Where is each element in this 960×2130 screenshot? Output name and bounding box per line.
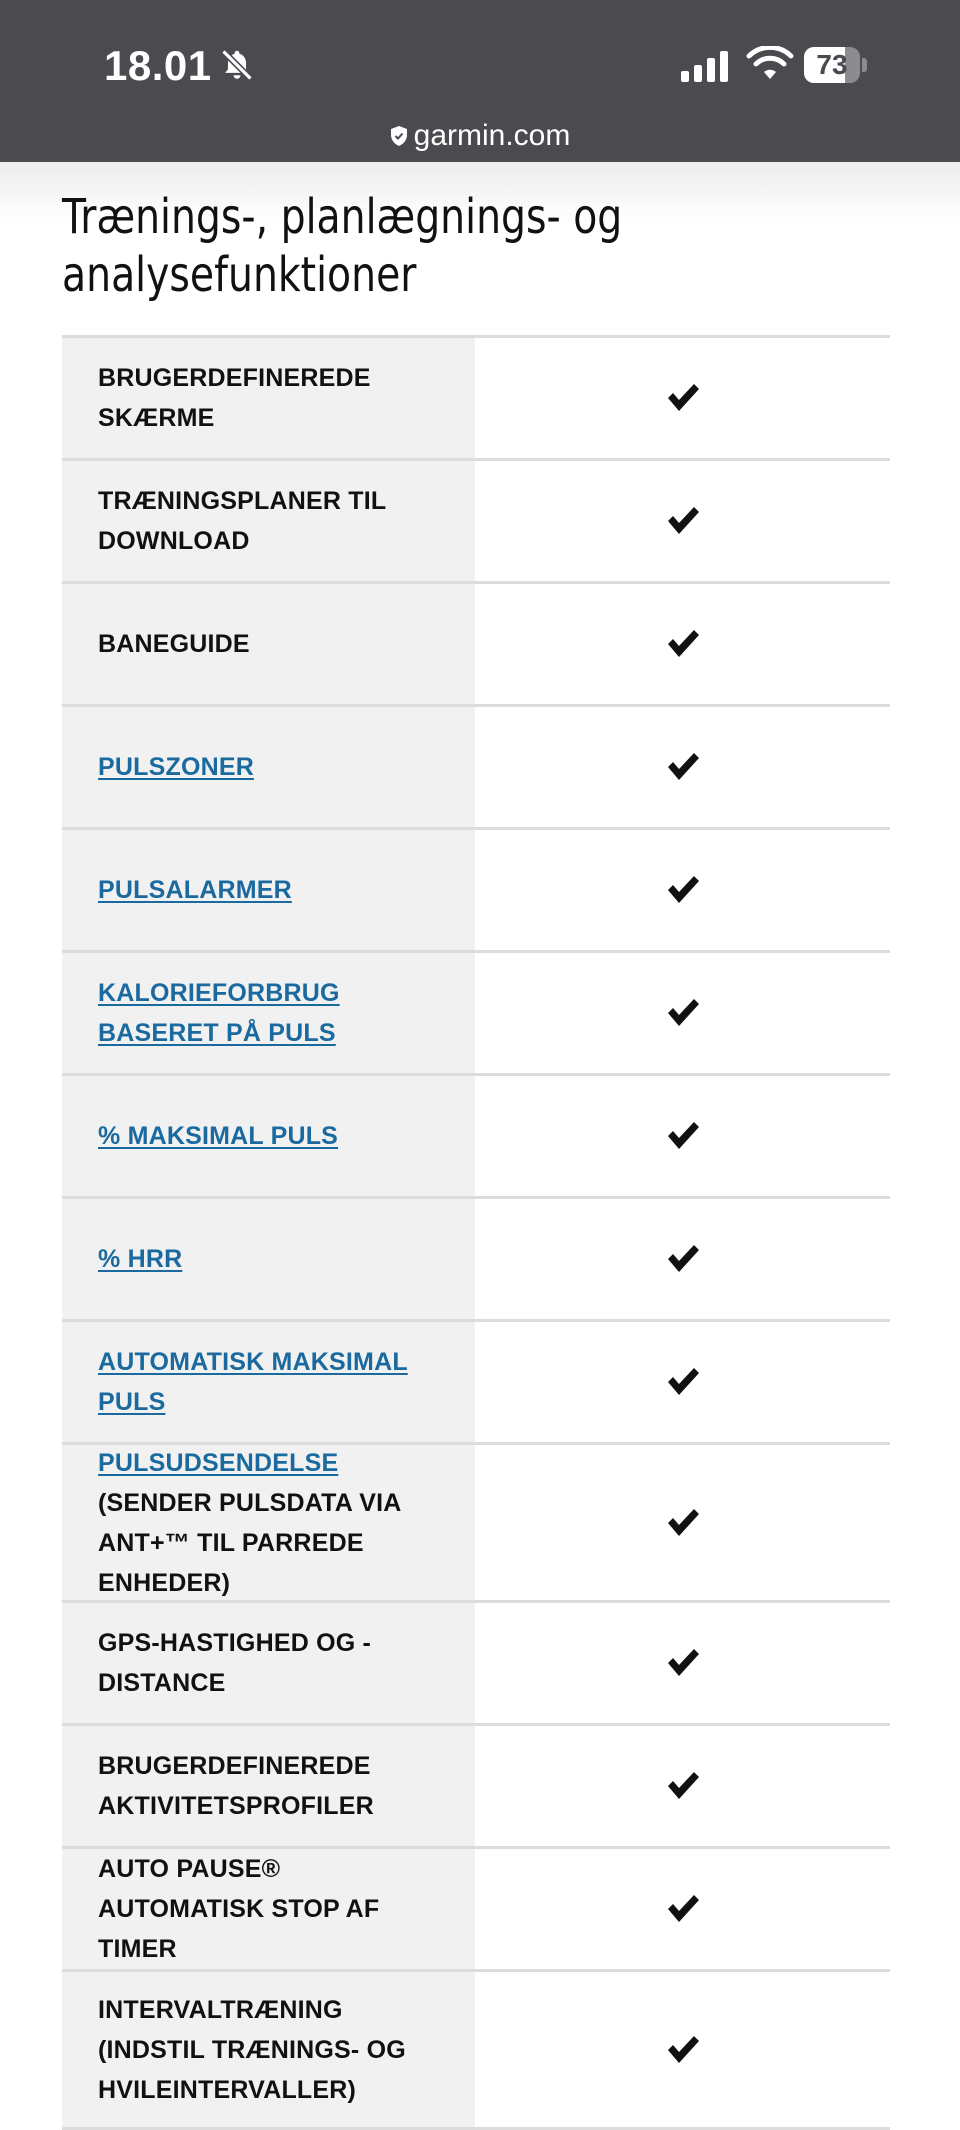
feature-name-cell bbox=[62, 1726, 475, 1846]
feature-label bbox=[98, 1239, 182, 1279]
checkmark-icon bbox=[666, 1367, 700, 1397]
feature-value-cell bbox=[475, 1972, 890, 2127]
table-row bbox=[62, 1199, 890, 1322]
feature-name-cell bbox=[62, 1849, 475, 1969]
feature-value-cell bbox=[475, 1603, 890, 1723]
feature-text: AUTO PAUSE® AUTOMATISK STOP AF TIMER bbox=[98, 1855, 380, 1963]
feature-link[interactable]: % MAKSIMAL PULS bbox=[98, 1122, 339, 1150]
table-row bbox=[62, 1322, 890, 1445]
feature-label bbox=[98, 481, 445, 561]
table-row bbox=[62, 584, 890, 707]
feature-label bbox=[98, 1990, 445, 2110]
table-row bbox=[62, 1972, 890, 2130]
checkmark-icon bbox=[666, 1121, 700, 1151]
feature-label bbox=[98, 624, 250, 664]
feature-value-cell bbox=[475, 707, 890, 827]
table-row bbox=[62, 1445, 890, 1603]
table-row bbox=[62, 1726, 890, 1849]
status-time: 18.01 bbox=[104, 42, 212, 89]
cellular-signal-icon bbox=[680, 50, 730, 82]
table-row bbox=[62, 830, 890, 953]
checkmark-icon bbox=[666, 383, 700, 413]
feature-name-cell bbox=[62, 1445, 475, 1600]
battery-label: 73 bbox=[816, 49, 848, 80]
feature-label bbox=[98, 973, 445, 1053]
feature-link[interactable]: PULSUDSENDELSE bbox=[98, 1448, 339, 1477]
section-title-line-2: analysefunktioner bbox=[62, 247, 417, 303]
wifi-icon bbox=[746, 46, 794, 82]
bell-slash-icon bbox=[218, 46, 256, 84]
feature-label bbox=[98, 1116, 338, 1156]
checkmark-icon bbox=[666, 875, 700, 905]
table-row bbox=[62, 1603, 890, 1726]
feature-value-cell bbox=[475, 953, 890, 1073]
feature-value-cell bbox=[475, 461, 890, 581]
feature-value-cell bbox=[475, 584, 890, 704]
feature-text: TRÆNINGSPLANER TIL DOWNLOAD bbox=[98, 487, 386, 555]
checkmark-icon bbox=[666, 998, 700, 1028]
feature-name-cell bbox=[62, 584, 475, 704]
feature-name-cell bbox=[62, 953, 475, 1073]
feature-value-cell bbox=[475, 1726, 890, 1846]
checkmark-icon bbox=[666, 1508, 700, 1538]
address-url: garmin.com bbox=[413, 119, 571, 152]
table-row bbox=[62, 707, 890, 830]
feature-value-cell bbox=[475, 1445, 890, 1600]
feature-label bbox=[98, 747, 254, 787]
feature-name-cell bbox=[62, 1603, 475, 1723]
feature-text: BANEGUIDE bbox=[98, 630, 250, 658]
address-bar[interactable] bbox=[0, 116, 960, 156]
feature-label bbox=[98, 1849, 445, 1969]
feature-label bbox=[98, 1443, 445, 1603]
checkmark-icon bbox=[666, 1244, 700, 1274]
feature-value-cell bbox=[475, 830, 890, 950]
table-row bbox=[62, 1849, 890, 1972]
section-title-line-1: Trænings-, planlægnings- og bbox=[62, 189, 623, 245]
feature-name-cell bbox=[62, 1076, 475, 1196]
checkmark-icon bbox=[666, 1771, 700, 1801]
feature-link[interactable]: PULSALARMER bbox=[98, 876, 292, 904]
feature-label bbox=[98, 1746, 445, 1826]
shield-lock-icon bbox=[390, 125, 408, 147]
status-bar bbox=[0, 0, 960, 162]
feature-table bbox=[62, 335, 890, 2130]
feature-link[interactable]: % HRR bbox=[98, 1245, 183, 1273]
feature-value-cell bbox=[475, 1076, 890, 1196]
feature-name-cell bbox=[62, 461, 475, 581]
feature-name-cell bbox=[62, 830, 475, 950]
feature-text: BRUGERDEFINEREDE SKÆRME bbox=[98, 364, 371, 432]
feature-name-cell bbox=[62, 1322, 475, 1442]
feature-name-cell bbox=[62, 707, 475, 827]
feature-name-cell bbox=[62, 1972, 475, 2127]
feature-name-cell bbox=[62, 338, 475, 458]
table-row bbox=[62, 338, 890, 461]
feature-value-cell bbox=[475, 338, 890, 458]
feature-value-cell bbox=[475, 1322, 890, 1442]
feature-link[interactable]: AUTOMATISK MAKSIMAL PULS bbox=[98, 1348, 408, 1416]
feature-value-cell bbox=[475, 1849, 890, 1969]
checkmark-icon bbox=[666, 1648, 700, 1678]
feature-text: GPS-HASTIGHED OG -DISTANCE bbox=[98, 1629, 372, 1697]
checkmark-icon bbox=[666, 752, 700, 782]
table-row bbox=[62, 953, 890, 1076]
checkmark-icon bbox=[666, 1894, 700, 1924]
feature-link[interactable]: KALORIEFORBRUG BASERET PÅ PULS bbox=[98, 979, 340, 1047]
feature-link[interactable]: PULSZONER bbox=[98, 753, 254, 781]
table-row bbox=[62, 1076, 890, 1199]
feature-label bbox=[98, 1623, 445, 1703]
section-title bbox=[62, 188, 734, 304]
battery-icon bbox=[804, 47, 868, 83]
feature-text: BRUGERDEFINEREDE AKTIVITETSPROFILER bbox=[98, 1752, 374, 1820]
feature-value-cell bbox=[475, 1199, 890, 1319]
feature-name-cell bbox=[62, 1199, 475, 1319]
checkmark-icon bbox=[666, 506, 700, 536]
checkmark-icon bbox=[666, 2035, 700, 2065]
feature-label bbox=[98, 358, 445, 438]
feature-note: (SENDER PULSDATA VIA ANT+™ TIL PARREDE ENHEDER) bbox=[98, 1488, 401, 1597]
feature-text: INTERVALTRÆNING (INDSTIL TRÆNINGS- OG HVILEINTERVALLER) bbox=[98, 1995, 406, 2104]
table-row bbox=[62, 461, 890, 584]
checkmark-icon bbox=[666, 629, 700, 659]
feature-label bbox=[98, 1342, 445, 1422]
feature-label bbox=[98, 870, 292, 910]
